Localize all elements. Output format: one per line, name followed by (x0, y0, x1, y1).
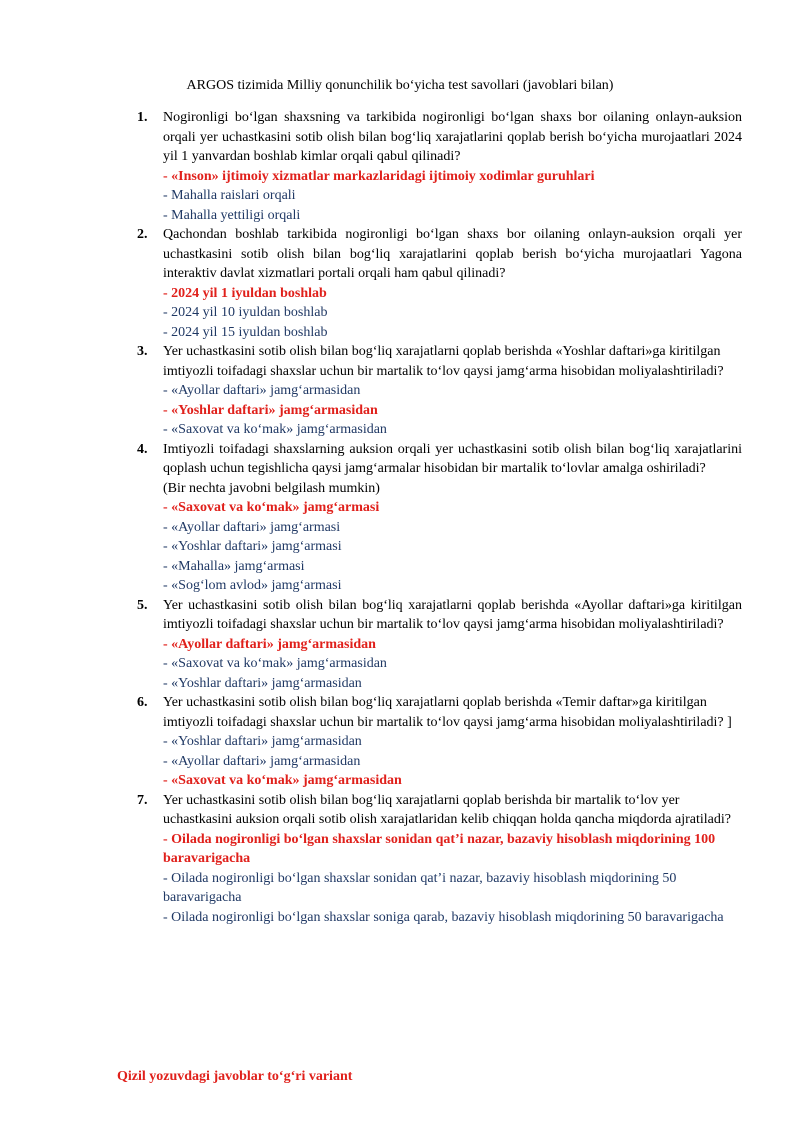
question-3 (130, 342, 742, 440)
answer-option: - Oilada nogironligi bo‘lgan shaxslar soniga qarab, bazaviy hisoblash miqdorining 50 baravarigacha (163, 909, 724, 925)
answer-option-correct: - «Saxovat va ko‘mak» jamg‘armasi (163, 500, 380, 515)
question-number: 1. (137, 110, 148, 125)
answer-option: - Oilada nogironligi bo‘lgan shaxslar sonidan qat’i nazar, bazaviy hisoblash miqdorining 50 baravarigacha (163, 870, 677, 905)
question-1 (130, 108, 742, 225)
answer-option: - «Saxovat va ko‘mak» jamg‘armasidan (163, 656, 387, 671)
question-text: Yer uchastkasini sotib olish bilan bog‘liq xarajatlarni qoplab berishda «Ayollar daftari»ga kiritilgan imtiyozli toifadagi shaxslar uchun bir martalik to‘lov qaysi jamg‘arma hisobidan moliyalashtiriladi? (163, 597, 742, 632)
answer-option: - «Mahalla» jamg‘armasi (163, 558, 305, 574)
answer-option: - «Saxovat va ko‘mak» jamg‘armasidan (163, 422, 387, 437)
footer-note: Qizil yozuvdagi javoblar to‘g‘ri variant (117, 1069, 353, 1084)
answer-option-correct: - «Ayollar daftari» jamg‘armasidan (163, 636, 376, 652)
question-5 (130, 596, 742, 694)
question-note: (Bir nechta javobni belgilash mumkin) (163, 480, 380, 496)
question-text: Yer uchastkasini sotib olish bilan bog‘liq xarajatlarni qoplab berishda bir martalik to‘lov yer uchastkasini auksion orqali sotib olish xarajatlaridan kelib chiqqan holda qancha miqdorda ajratiladi? (163, 792, 731, 827)
answer-option: - Mahalla raislari orqali (163, 188, 296, 203)
question-6 (130, 693, 742, 791)
question-number: 2. (137, 227, 148, 242)
question-text: Yer uchastkasini sotib olish bilan bog‘liq xarajatlarni qoplab berishda «Temir daftar»ga kiritilgan imtiyozli toifadagi shaxslar uchun bir martalik to‘lov qaysi jamg‘arma hisobidan moliyalashtiriladi? ] (163, 695, 732, 730)
answer-option-correct: - «Saxovat va ko‘mak» jamg‘armasidan (163, 773, 402, 788)
answer-option-correct: - Oilada nogironligi bo‘lgan shaxslar sonidan qat’i nazar, bazaviy hisoblash miqdorining 100 baravarigacha (163, 831, 716, 866)
question-text: Yer uchastkasini sotib olish bilan bog‘liq xarajatlarni qoplab berishda «Yoshlar daftari»ga kiritilgan imtiyozli toifadagi shaxslar uchun bir martalik to‘lov qaysi jamg‘arma hisobidan moliyalashtiriladi? (163, 344, 724, 379)
answer-option: - «Ayollar daftari» jamg‘armasi (163, 519, 341, 535)
question-4 (130, 440, 742, 596)
question-number: 5. (137, 597, 148, 613)
answer-option: - «Yoshlar daftari» jamg‘armasidan (163, 734, 362, 749)
answer-option: - «Yoshlar daftari» jamg‘armasidan (163, 675, 362, 691)
question-2 (130, 225, 742, 342)
answer-option: - 2024 yil 10 iyuldan boshlab (163, 305, 328, 320)
question-7 (130, 791, 742, 928)
answer-option-correct: - «Inson» ijtimoiy xizmatlar markazlaridagi ijtimoiy xodimlar guruhlari (163, 168, 595, 184)
answer-option: - «Ayollar daftari» jamg‘armasidan (163, 753, 361, 769)
question-text: Nogironligi bo‘lgan shaxsning va tarkibida nogironligi bo‘lgan shaxs bor oilaning onlayn-auksion orqali yer uchastkasini sotib olish bilan bog‘liq xarajatlarini qoplab berish bo‘yicha murojaatlari 2024 yil 1 yanvardan boshlab kimlar orqali qabul qilinadi? (163, 110, 742, 164)
question-text: Qachondan boshlab tarkibida nogironligi bo‘lgan shaxs bor oilaning onlayn-auksion orqali yer uchastkasini sotib olish bilan bog‘liq xarajatlarini qoplab berish bo‘yicha murojaatlari Yagona interaktiv davlat xizmatlari portali orqali ham qabul qilinadi? (163, 227, 742, 281)
question-number: 6. (137, 695, 148, 710)
answer-option: - Mahalla yettiligi orqali (163, 207, 301, 223)
question-number: 7. (137, 792, 148, 808)
question-number: 4. (137, 441, 148, 457)
answer-option-correct: - «Yoshlar daftari» jamg‘armasidan (163, 402, 378, 418)
document-title: ARGOS tizimida Milliy qonunchilik bo‘yicha test savollari (javoblari bilan) (186, 78, 614, 93)
answer-option: - «Sog‘lom avlod» jamg‘armasi (163, 578, 342, 593)
answer-option: - «Yoshlar daftari» jamg‘armasi (163, 539, 342, 554)
answer-option: - 2024 yil 15 iyuldan boshlab (163, 324, 328, 340)
answer-option-correct: - 2024 yil 1 iyuldan boshlab (163, 285, 327, 301)
answer-option: - «Ayollar daftari» jamg‘armasidan (163, 383, 361, 398)
question-list (130, 108, 742, 927)
question-text: Imtiyozli toifadagi shaxslarning auksion orqali yer uchastkasini sotib olish bilan bog‘liq xarajatlarini qoplash uchun tegishlicha qaysi jamg‘armalar hisobidan bir martalik to‘lovlar amalga oshiriladi? (163, 441, 742, 476)
question-number: 3. (137, 344, 148, 359)
